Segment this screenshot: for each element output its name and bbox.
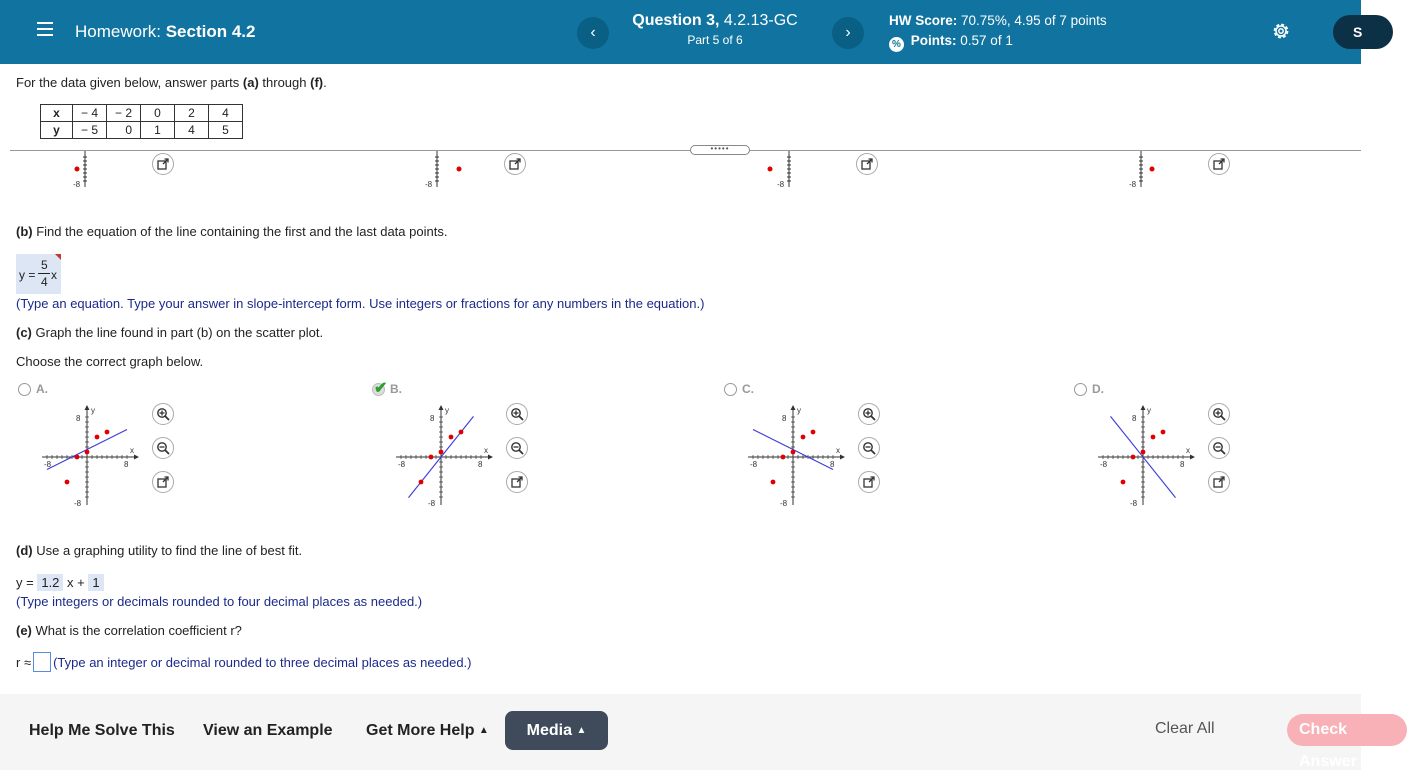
intro-before: For the data given below, answer parts bbox=[16, 75, 243, 90]
question-points bbox=[889, 33, 1013, 52]
part-b-text: Find the equation of the line containing the first and the last data points. bbox=[32, 224, 448, 239]
menu-icon[interactable] bbox=[37, 22, 53, 38]
question-title bbox=[600, 12, 830, 30]
data-point bbox=[429, 455, 434, 460]
strip-tick-label: -8 bbox=[1129, 180, 1137, 189]
data-point bbox=[439, 450, 444, 455]
footer-bar bbox=[0, 694, 1361, 770]
zoom-in-icon[interactable] bbox=[506, 403, 528, 425]
data-point bbox=[1151, 435, 1156, 440]
part-e-question bbox=[16, 623, 242, 638]
y-value: 0 bbox=[107, 122, 141, 139]
eq-prefix: y = bbox=[19, 268, 36, 282]
option-radio[interactable] bbox=[18, 383, 31, 396]
fraction-numerator: 5 bbox=[41, 258, 48, 272]
data-point bbox=[811, 430, 816, 435]
x-arrow-icon bbox=[134, 455, 139, 460]
media-label: Media bbox=[526, 722, 572, 739]
y-arrow-icon bbox=[1141, 405, 1146, 410]
y-arrow-icon bbox=[439, 405, 444, 410]
part-a-graph-strip-c bbox=[744, 151, 844, 196]
check-answer-button[interactable]: Check Answer bbox=[1287, 714, 1407, 746]
y-axis-label: y bbox=[1147, 406, 1151, 415]
option-radio[interactable] bbox=[1074, 383, 1087, 396]
zoom-in-icon[interactable] bbox=[858, 403, 880, 425]
option-graph[interactable] bbox=[746, 404, 856, 510]
correlation-input[interactable] bbox=[33, 652, 51, 672]
zoom-out-icon[interactable] bbox=[1208, 437, 1230, 459]
part-b-label: (b) bbox=[16, 224, 33, 239]
hw-score-label: HW Score: bbox=[889, 13, 958, 28]
points-icon: % bbox=[889, 37, 904, 52]
data-point bbox=[1131, 455, 1136, 460]
x-axis-label: x bbox=[836, 446, 840, 455]
x-min-label: -8 bbox=[1100, 460, 1108, 469]
option-graph[interactable] bbox=[40, 404, 150, 510]
y-value: 1 bbox=[141, 122, 175, 139]
part-e-text: What is the correlation coefficient r? bbox=[31, 623, 242, 638]
y-min-label: -8 bbox=[74, 499, 82, 508]
popout-icon[interactable] bbox=[504, 153, 526, 175]
y-max-label: 8 bbox=[1132, 414, 1137, 423]
x-arrow-icon bbox=[488, 455, 493, 460]
strip-graph-b bbox=[392, 151, 492, 196]
popout-icon[interactable] bbox=[152, 471, 174, 493]
get-more-help-button[interactable] bbox=[366, 722, 489, 740]
question-id: 4.2.13-GC bbox=[723, 12, 798, 29]
best-fit-prefix: y = bbox=[16, 575, 34, 590]
part-d-equation bbox=[16, 574, 104, 591]
y-max-label: 8 bbox=[76, 414, 81, 423]
gear-icon[interactable] bbox=[1271, 21, 1291, 41]
zoom-out-icon[interactable] bbox=[506, 437, 528, 459]
x-value: 4 bbox=[209, 105, 243, 122]
media-button[interactable] bbox=[505, 711, 608, 750]
checkmark-icon: ✔ bbox=[374, 380, 388, 397]
points-label: Points: bbox=[910, 33, 957, 48]
part-c-label: (c) bbox=[16, 325, 32, 340]
strip-tick-label: -8 bbox=[777, 180, 785, 189]
y-max-label: 8 bbox=[782, 414, 787, 423]
y-min-label: -8 bbox=[428, 499, 436, 508]
homework-prefix: Homework: bbox=[75, 22, 161, 41]
part-e-answer-row bbox=[16, 652, 472, 672]
part-c-instruction: Choose the correct graph below. bbox=[16, 354, 204, 369]
data-table bbox=[40, 104, 243, 139]
x-value: − 4 bbox=[73, 105, 107, 122]
data-point bbox=[771, 480, 776, 485]
data-point bbox=[95, 435, 100, 440]
popout-icon[interactable] bbox=[1208, 471, 1230, 493]
view-example-button[interactable]: View an Example bbox=[203, 722, 333, 739]
popout-icon[interactable] bbox=[506, 471, 528, 493]
part-c-text: Graph the line found in part (b) on the scatter plot. bbox=[31, 325, 324, 340]
intro-text bbox=[16, 75, 327, 90]
x-value: 0 bbox=[141, 105, 175, 122]
hw-score bbox=[889, 13, 1107, 28]
popout-icon[interactable] bbox=[152, 153, 174, 175]
y-axis-label: y bbox=[797, 406, 801, 415]
clear-all-button[interactable]: Clear All bbox=[1155, 720, 1215, 737]
option-letter: B. bbox=[390, 382, 402, 396]
strip-tick-label: -8 bbox=[425, 180, 433, 189]
strip-graph-d bbox=[1096, 151, 1196, 196]
question-number: Question 3, bbox=[632, 12, 720, 29]
x-max-label: 8 bbox=[830, 460, 835, 469]
error-corner-marker bbox=[55, 254, 61, 260]
x-max-label: 8 bbox=[1180, 460, 1185, 469]
get-more-help-label: Get More Help bbox=[366, 722, 475, 739]
homework-section: Section 4.2 bbox=[165, 22, 256, 41]
option-graph[interactable] bbox=[1096, 404, 1206, 510]
y-axis-label: y bbox=[91, 406, 95, 415]
help-me-solve-button[interactable]: Help Me Solve This bbox=[29, 722, 175, 739]
x-max-label: 8 bbox=[124, 460, 129, 469]
popout-icon[interactable] bbox=[856, 153, 878, 175]
intro-part-f: (f) bbox=[310, 75, 324, 90]
x-min-label: -8 bbox=[398, 460, 406, 469]
popout-icon[interactable] bbox=[858, 471, 880, 493]
homework-title bbox=[75, 22, 255, 42]
option-letter: C. bbox=[742, 382, 754, 396]
x-axis-label: x bbox=[1186, 446, 1190, 455]
best-fit-intercept-field[interactable]: 1 bbox=[88, 574, 103, 591]
table-row-y bbox=[41, 122, 243, 139]
y-arrow-icon bbox=[791, 405, 796, 410]
x-value: 2 bbox=[175, 105, 209, 122]
question-part: Part 5 of 6 bbox=[687, 33, 743, 47]
header-bar bbox=[0, 0, 1361, 64]
fraction-denominator: 4 bbox=[41, 275, 48, 289]
best-fit-slope-field[interactable]: 1.2 bbox=[37, 574, 63, 591]
part-d-question bbox=[16, 543, 302, 558]
part-b-answer-field[interactable] bbox=[16, 254, 61, 294]
part-d-text: Use a graphing utility to find the line of best fit. bbox=[32, 543, 303, 558]
data-point bbox=[85, 450, 90, 455]
fraction-bar bbox=[38, 273, 50, 274]
x-max-label: 8 bbox=[478, 460, 483, 469]
data-point bbox=[105, 430, 110, 435]
part-a-graph-strip-b bbox=[392, 151, 492, 196]
part-d-hint: (Type integers or decimals rounded to four decimal places as needed.) bbox=[16, 594, 423, 609]
zoom-in-icon[interactable] bbox=[1208, 403, 1230, 425]
r-prefix: r ≈ bbox=[16, 655, 32, 670]
y-min-label: -8 bbox=[1130, 499, 1138, 508]
x-header: x bbox=[41, 105, 73, 122]
part-e-hint: (Type an integer or decimal rounded to three decimal places as needed.) bbox=[53, 655, 472, 670]
next-question-button[interactable]: › bbox=[832, 17, 864, 49]
data-point bbox=[65, 480, 70, 485]
option-radio[interactable] bbox=[724, 383, 737, 396]
strip-tick-label: -8 bbox=[73, 180, 81, 189]
y-axis-label: y bbox=[445, 406, 449, 415]
popout-icon[interactable] bbox=[1208, 153, 1230, 175]
part-d-label: (d) bbox=[16, 543, 33, 558]
y-min-label: -8 bbox=[780, 499, 788, 508]
data-point bbox=[419, 480, 424, 485]
data-point bbox=[459, 430, 464, 435]
data-point bbox=[791, 450, 796, 455]
strip-graph-c bbox=[744, 151, 844, 196]
part-b-hint: (Type an equation. Type your answer in slope-intercept form. Use integers or fractions for any numbers in the equation.) bbox=[16, 296, 705, 311]
x-arrow-icon bbox=[840, 455, 845, 460]
save-button[interactable]: S bbox=[1333, 15, 1393, 49]
points-value: 0.57 of 1 bbox=[960, 33, 1013, 48]
hw-score-value: 70.75%, 4.95 of 7 points bbox=[961, 13, 1107, 28]
y-header: y bbox=[41, 122, 73, 139]
option-letter: D. bbox=[1092, 382, 1104, 396]
x-axis-label: x bbox=[484, 446, 488, 455]
best-fit-mid: x + bbox=[67, 575, 85, 590]
intro-part-a: (a) bbox=[242, 75, 259, 90]
splitter-handle[interactable]: ••••• bbox=[690, 145, 750, 155]
part-e-label: (e) bbox=[16, 623, 32, 638]
caret-up-icon: ▲ bbox=[478, 725, 489, 736]
previous-question-button[interactable]: ‹ bbox=[577, 17, 609, 49]
x-min-label: -8 bbox=[44, 460, 52, 469]
data-point bbox=[449, 435, 454, 440]
data-point bbox=[1121, 480, 1126, 485]
y-value: − 5 bbox=[73, 122, 107, 139]
data-point bbox=[781, 455, 786, 460]
part-a-graph-strip-d bbox=[1096, 151, 1196, 196]
zoom-out-icon[interactable] bbox=[152, 437, 174, 459]
intro-mid: through bbox=[258, 75, 311, 90]
data-point bbox=[801, 435, 806, 440]
option-letter: A. bbox=[36, 382, 48, 396]
y-value: 5 bbox=[209, 122, 243, 139]
x-axis-label: x bbox=[130, 446, 134, 455]
data-point bbox=[75, 455, 80, 460]
part-c-question bbox=[16, 325, 323, 340]
x-value: − 2 bbox=[107, 105, 141, 122]
zoom-in-icon[interactable] bbox=[152, 403, 174, 425]
y-max-label: 8 bbox=[430, 414, 435, 423]
part-a-graph-strip-a bbox=[40, 151, 140, 196]
table-row-x bbox=[41, 105, 243, 122]
y-arrow-icon bbox=[85, 405, 90, 410]
caret-up-icon: ▲ bbox=[576, 725, 587, 736]
x-min-label: -8 bbox=[750, 460, 758, 469]
intro-end: . bbox=[323, 75, 327, 90]
part-b-question bbox=[16, 224, 447, 239]
y-value: 4 bbox=[175, 122, 209, 139]
data-point bbox=[1141, 450, 1146, 455]
x-arrow-icon bbox=[1190, 455, 1195, 460]
strip-graph-a bbox=[40, 151, 140, 196]
option-graph[interactable] bbox=[394, 404, 504, 510]
zoom-out-icon[interactable] bbox=[858, 437, 880, 459]
data-point bbox=[1161, 430, 1166, 435]
eq-variable: x bbox=[51, 268, 57, 282]
